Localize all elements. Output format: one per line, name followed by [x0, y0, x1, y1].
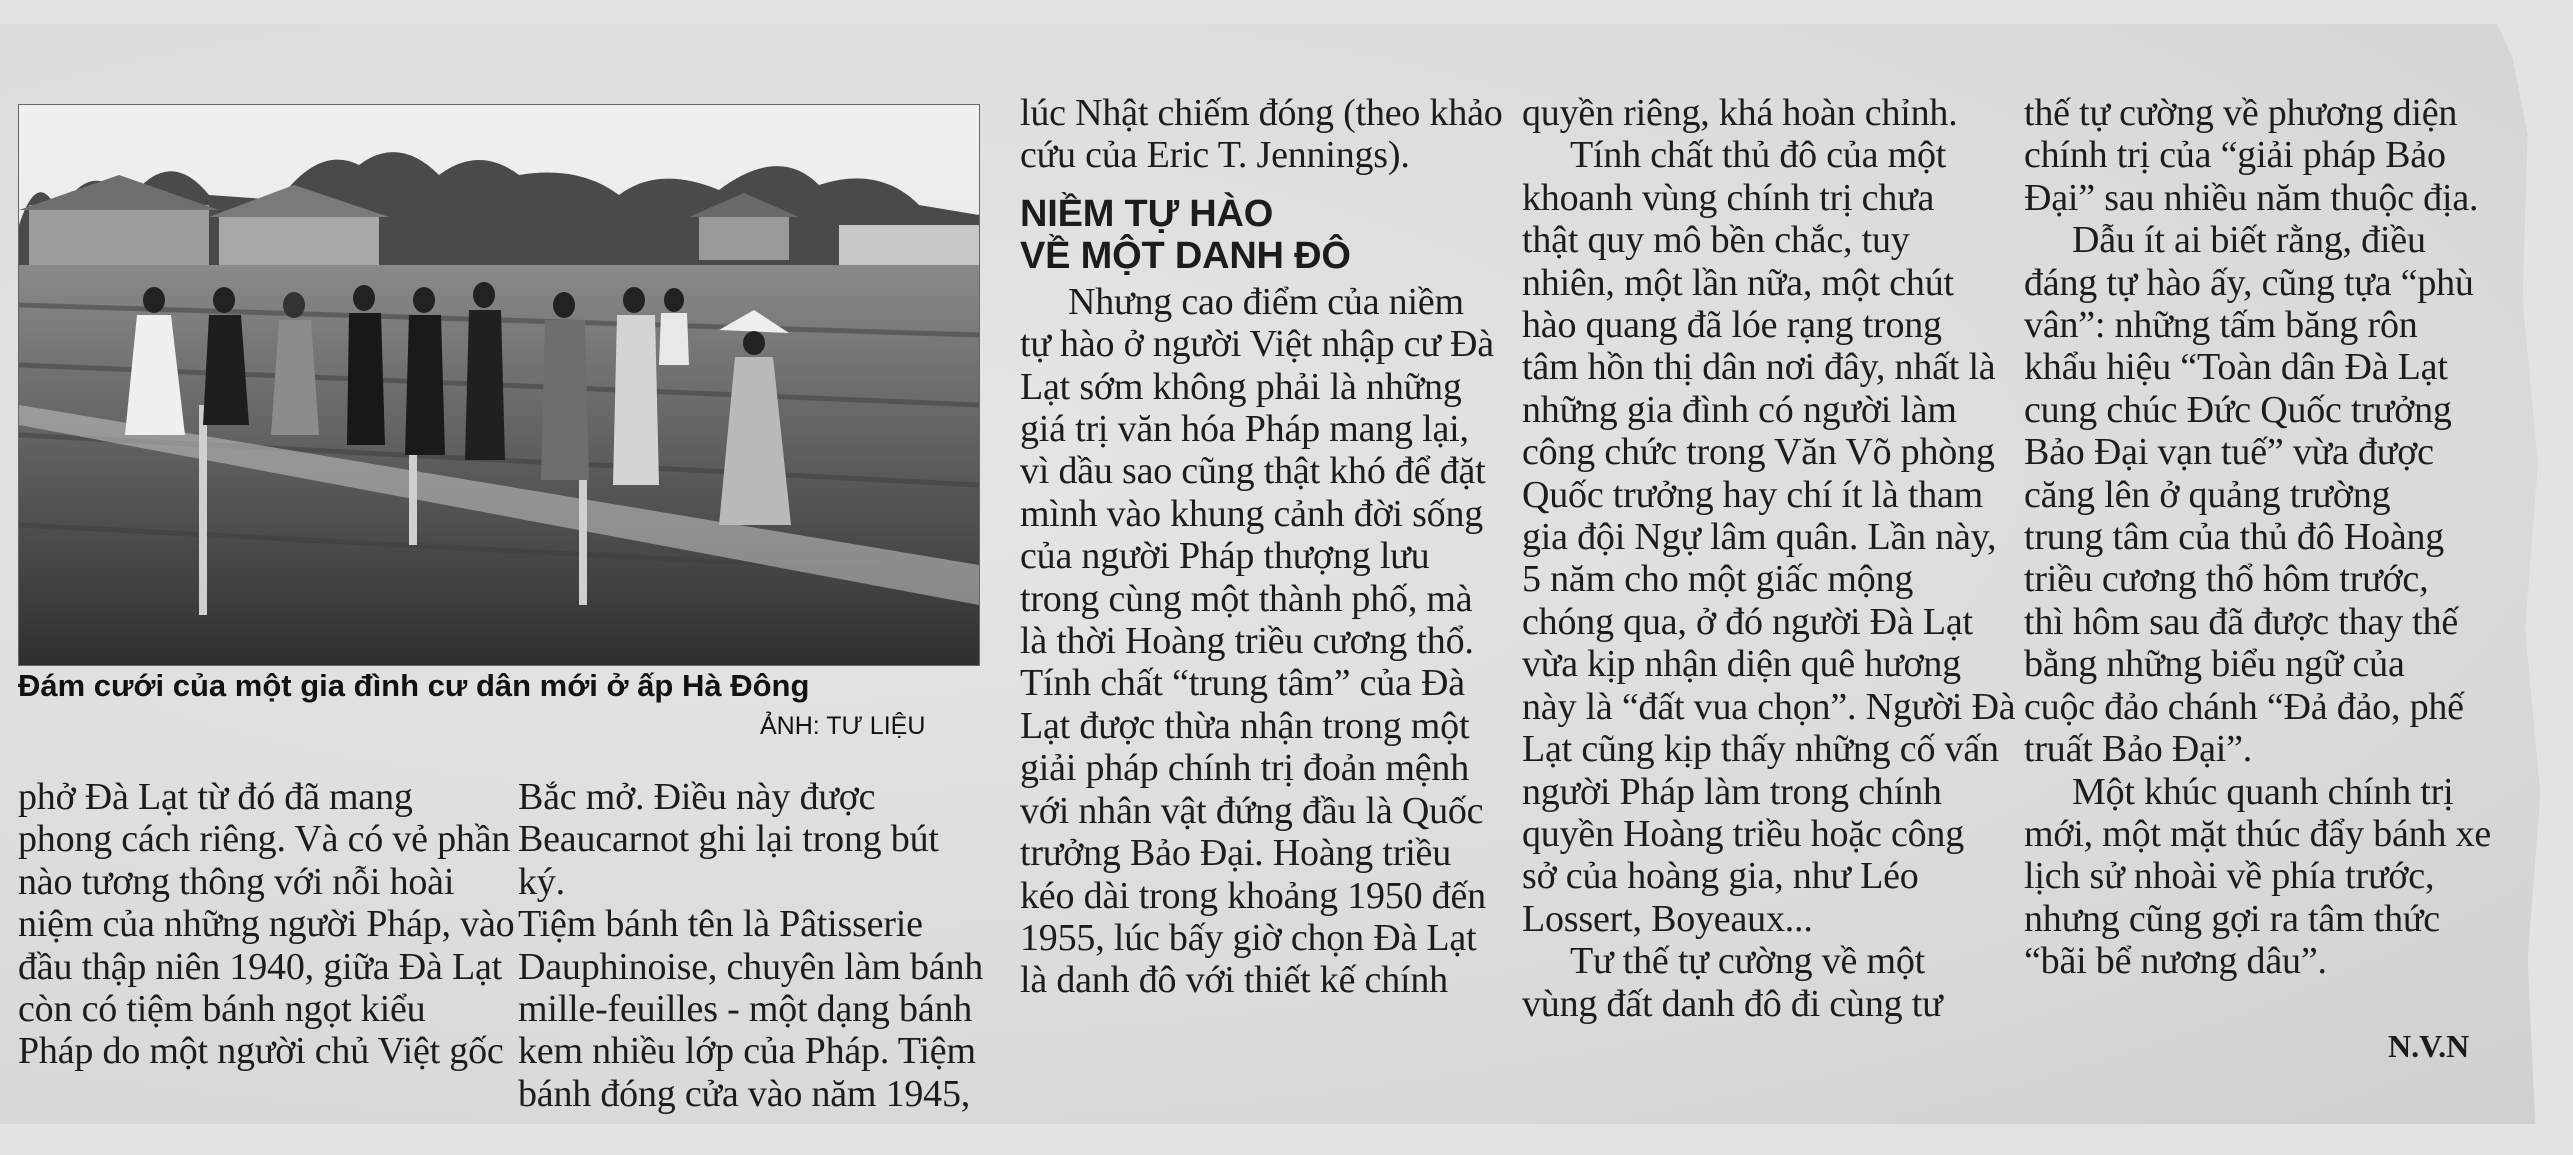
text-line: trưởng Bảo Đại. Hoàng triều — [1020, 832, 1452, 875]
text-line: giá trị văn hóa Pháp mang lại, — [1020, 408, 1469, 451]
text-line: chóng qua, ở đó người Đà Lạt — [1522, 600, 1973, 643]
text-line: Dauphinoise, chuyên làm bánh — [518, 945, 984, 988]
text-line: phong cách riêng. Và có vẻ phần — [18, 818, 511, 861]
text-line: người Pháp làm trong chính — [1522, 770, 1942, 813]
text-line: Đại” sau nhiều năm thuộc địa. — [2024, 176, 2479, 219]
text-line: Lossert, Boyeaux... — [1522, 897, 1813, 940]
text-line: phở Đà Lạt từ đó đã mang — [18, 776, 413, 818]
text-line: vân”: những tấm băng rôn — [2024, 304, 2418, 347]
text-line: là thời Hoàng triều cương thổ. — [1020, 620, 1474, 663]
text-line: tự hào ở người Việt nhập cư Đà — [1020, 323, 1494, 366]
wedding-photo-image — [19, 105, 979, 665]
text-line: trong cùng một thành phố, mà — [1020, 577, 1473, 620]
text-line: tâm hồn thị dân nơi đây, nhất là — [1522, 346, 1996, 389]
text-line: quyền riêng, khá hoàn chỉnh. — [1522, 92, 1958, 134]
column-5 — [2024, 92, 2524, 983]
text-line: kem nhiều lớp của Pháp. Tiệm — [518, 1030, 976, 1073]
text-line: Tính chất thủ đô của một — [1570, 134, 1947, 177]
text-line: còn có tiệm bánh ngọt kiểu — [18, 988, 426, 1031]
author-signature: N.V.N — [2388, 1028, 2470, 1064]
text-line: Lạt được thừa nhận trong một — [1020, 704, 1470, 747]
text-line: truất Bảo Đại”. — [2024, 728, 2253, 771]
heading-line: VỀ MỘT DANH ĐÔ — [1020, 234, 1351, 277]
text-line: cung chúc Đức Quốc trưởng — [2024, 388, 2452, 431]
text-line: niệm của những người Pháp, vào — [18, 903, 515, 946]
text-line: vừa kịp nhận diện quê hương — [1522, 643, 1961, 686]
text-line: hào quang đã lóe rạng trong — [1522, 304, 1942, 347]
text-line: Pháp do một người chủ Việt gốc — [18, 1030, 504, 1073]
text-line: giải pháp chính trị đoản mệnh — [1020, 747, 1470, 790]
text-line: Beaucarnot ghi lại trong bút ký. — [518, 818, 939, 903]
text-line: với nhân vật đứng đầu là Quốc — [1020, 789, 1484, 832]
text-line: đáng tự hào ấy, cũng tựa “phù — [2024, 261, 2474, 304]
text-line: sở của hoàng gia, như Léo — [1522, 855, 1919, 898]
text-line: 1955, lúc bấy giờ chọn Đà Lạt — [1020, 916, 1477, 959]
text-line: trung tâm của thủ đô Hoàng — [2024, 516, 2445, 559]
text-line: Tiệm bánh tên là Pâtisserie — [518, 903, 923, 946]
column-3 — [1020, 92, 1520, 1002]
text-line: mình vào khung cảnh đời sống — [1020, 492, 1484, 535]
text-line: lịch sử nhoài về phía trước, — [2024, 855, 2435, 898]
text-line: công chức trong Văn Võ phòng — [1522, 431, 1995, 474]
text-line: đầu thập niên 1940, giữa Đà Lạt — [18, 945, 502, 988]
text-line: Quốc trưởng hay chí ít là tham — [1522, 473, 1984, 516]
text-line: khẩu hiệu “Toàn dân Đà Lạt — [2024, 346, 2448, 389]
text-line: Bảo Đại vạn tuế” vừa được — [2024, 431, 2434, 474]
text-line: Nhưng cao điểm của niềm — [1068, 280, 1464, 323]
text-line: thì hôm sau đã được thay thế — [2024, 600, 2458, 643]
text-line: 5 năm cho một giấc mộng — [1522, 558, 1914, 601]
text-line: Tính chất “trung tâm” của Đà — [1020, 662, 1465, 705]
text-line: bánh đóng cửa vào năm 1945, — [518, 1072, 971, 1115]
text-line: thế tự cường về phương diện — [2024, 92, 2458, 134]
text-line: lúc Nhật chiếm đóng (theo khảo — [1020, 92, 1503, 134]
text-line: quyền Hoàng triều hoặc công — [1522, 812, 1965, 855]
photo-credit: ẢNH: TƯ LIỆU — [760, 712, 926, 740]
text-line: Lạt sớm không phải là những — [1020, 365, 1462, 408]
text-line: là danh đô với thiết kế chính — [1020, 959, 1448, 1002]
text-line: vùng đất danh đô đi cùng tư — [1522, 982, 1943, 1025]
text-line: Lạt cũng kịp thấy những cố vấn — [1522, 728, 1999, 771]
text-line: gia đội Ngự lâm quân. Lần này, — [1522, 516, 1997, 559]
text-line: bằng những biểu ngữ của — [2024, 643, 2405, 686]
text-line: vì dầu sao cũng thật khó để đặt — [1020, 450, 1486, 493]
text-line: triều cương thổ hôm trước, — [2024, 558, 2429, 601]
text-line: căng lên ở quảng trường — [2024, 473, 2391, 516]
text-line: cuộc đảo chánh “Đả đảo, phế — [2024, 685, 2464, 728]
heading-line: NIỀM TỰ HÀO — [1020, 192, 1274, 235]
text-line: những gia đình có người làm — [1522, 388, 1957, 431]
text-line: thật quy mô bền chắc, tuy — [1522, 219, 1910, 262]
text-line: Một khúc quanh chính trị — [2072, 770, 2454, 813]
text-line: nhưng cũng gợi ra tâm thức — [2024, 897, 2440, 940]
text-line: của người Pháp thượng lưu — [1020, 535, 1430, 578]
column-1 — [18, 776, 518, 1073]
text-line: khoanh vùng chính trị chưa — [1522, 176, 1935, 219]
text-line: “bãi bể nương dâu”. — [2024, 940, 2327, 983]
section-heading — [1020, 193, 1520, 277]
text-line: này là “đất vua chọn”. Người Đà — [1522, 685, 2016, 728]
column-4 — [1522, 92, 2022, 1025]
text-line: mới, một mặt thúc đẩy bánh xe — [2024, 812, 2492, 855]
text-line: mille-feuilles - một dạng bánh — [518, 988, 973, 1031]
wedding-photo — [18, 104, 980, 666]
text-line: nào tương thông với nỗi hoài — [18, 860, 455, 903]
text-line: Dẫu ít ai biết rằng, điều — [2072, 219, 2426, 262]
text-line: chính trị của “giải pháp Bảo — [2024, 134, 2446, 177]
text-line: nhiên, một lần nữa, một chút — [1522, 261, 1954, 304]
text-line: cứu của Eric T. Jennings). — [1020, 134, 1410, 177]
column-2 — [518, 776, 988, 1115]
text-line: Tư thế tự cường về một — [1570, 940, 1926, 983]
text-line: kéo dài trong khoảng 1950 đến — [1020, 874, 1486, 917]
photo-caption: Đám cưới của một gia đình cư dân mới ở ấp Hà Đông — [18, 668, 810, 703]
text-line: Bắc mở. Điều này được — [518, 776, 876, 818]
